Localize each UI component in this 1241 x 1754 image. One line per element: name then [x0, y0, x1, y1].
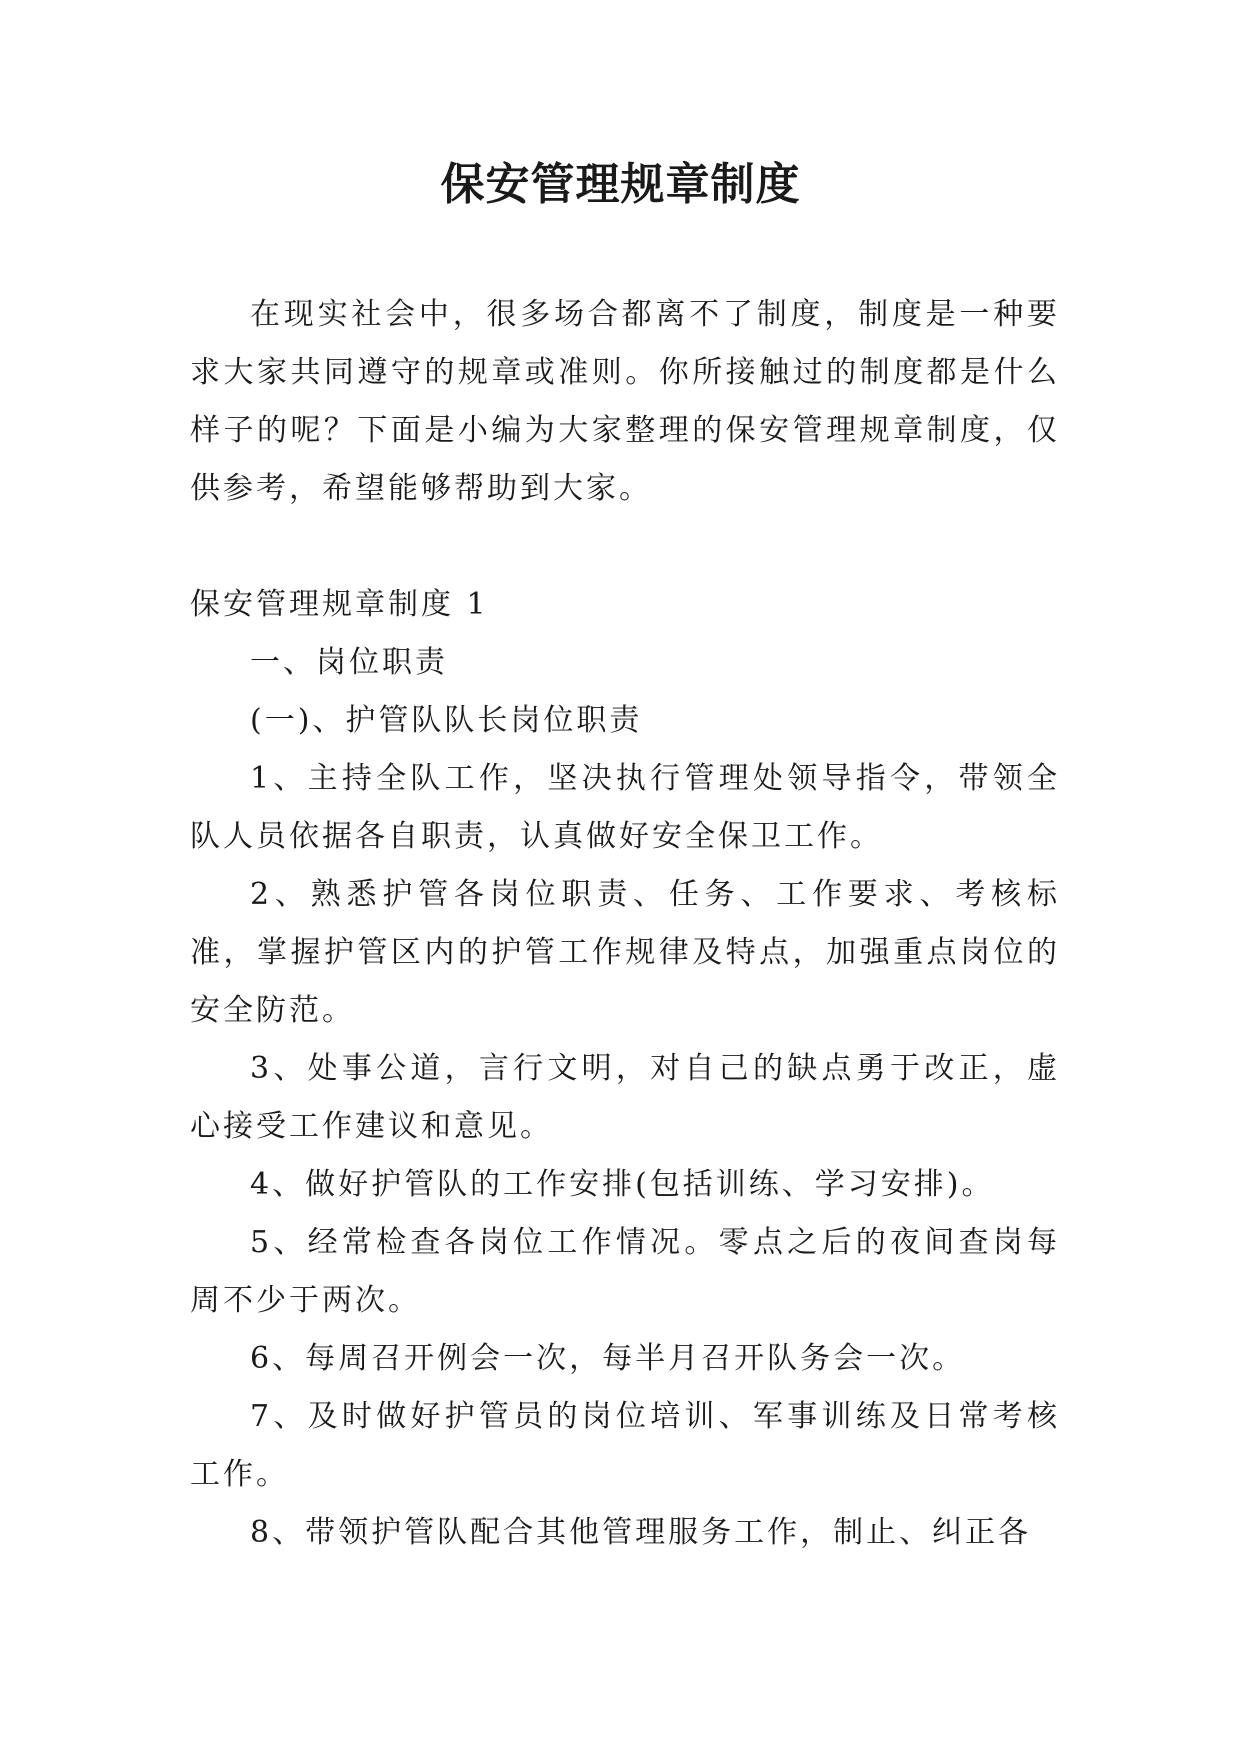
duty-item-5: 5、经常检查各岗位工作情况。零点之后的夜间查岗每周不少于两次。	[190, 1225, 1060, 1318]
section-title: 保安管理规章制度 1	[190, 587, 489, 622]
subsection-heading: (一)、护管队队长岗位职责	[250, 703, 643, 738]
duty-item-7: 7、及时做好护管员的岗位培训、军事训练及日常考核工作。	[190, 1399, 1060, 1492]
duty-item-1: 1、主持全队工作，坚决执行管理处领导指令，带领全队人员依据各自职责，认真做好安全保卫工作。	[190, 761, 1060, 854]
duty-item-3: 3、处事公道，言行文明，对自己的缺点勇于改正，虚心接受工作建议和意见。	[190, 1051, 1060, 1144]
duty-item-8: 8、带领护管队配合其他管理服务工作，制止、纠正各	[250, 1515, 1032, 1550]
duty-item-4: 4、做好护管队的工作安排(包括训练、学习安排)。	[250, 1167, 995, 1202]
duty-item-2: 2、熟悉护管各岗位职责、任务、工作要求、考核标准，掌握护管区内的护管工作规律及特点，加强重点岗位的安全防范。	[190, 877, 1060, 1028]
intro-block	[190, 286, 1060, 518]
main-body	[190, 576, 1060, 1562]
duty-item-6: 6、每周召开例会一次，每半月召开队务会一次。	[250, 1341, 966, 1376]
document-title: 保安管理规章制度	[440, 159, 801, 210]
intro-paragraph: 在现实社会中，很多场合都离不了制度，制度是一种要求大家共同遵守的规章或准则。你所接触过的制度都是什么样子的呢？下面是小编为大家整理的保安管理规章制度，仅供参考，希望能够帮助到大家。	[190, 297, 1060, 506]
chapter-heading: 一、岗位职责	[250, 645, 448, 680]
